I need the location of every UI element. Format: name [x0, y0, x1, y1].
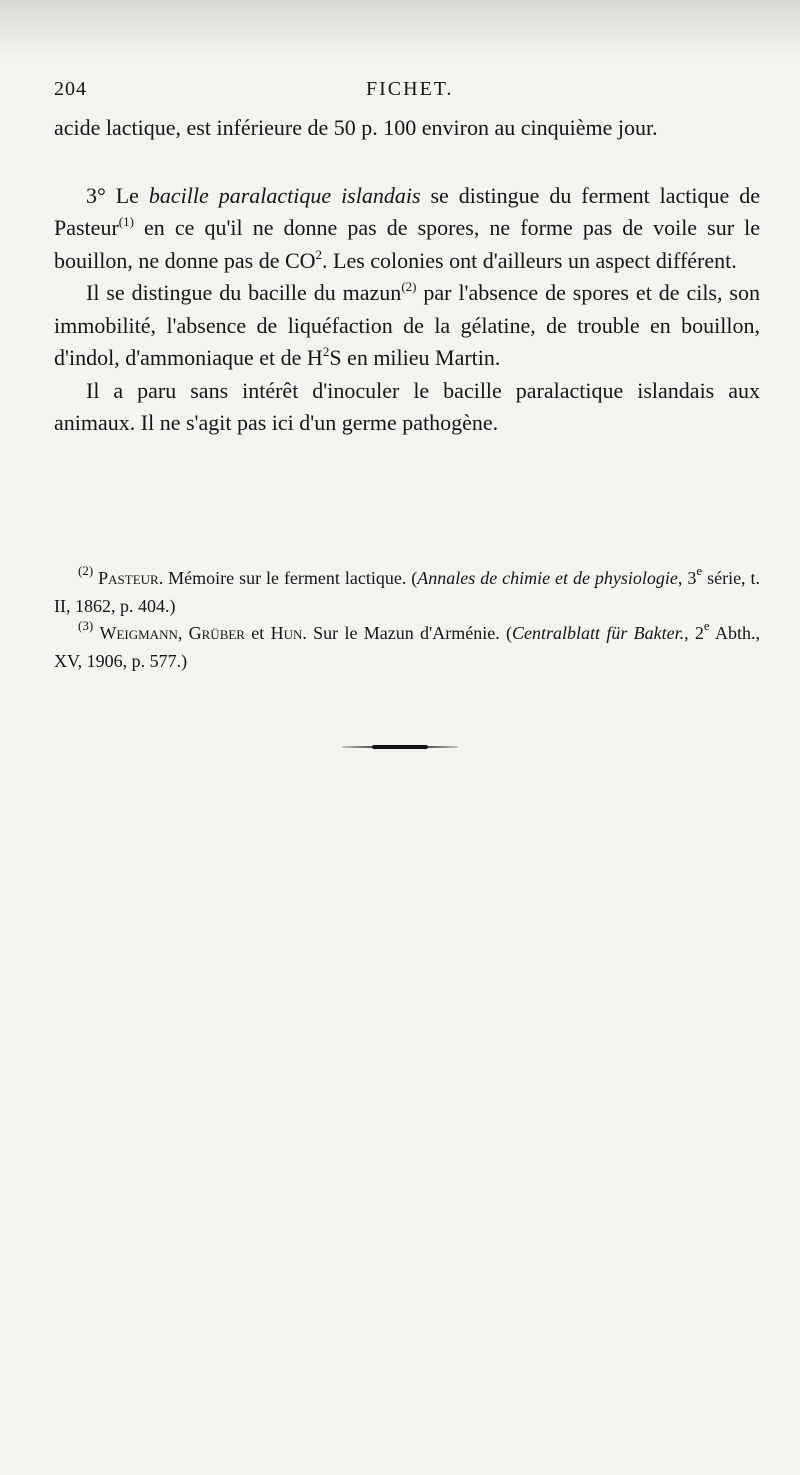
paragraph-bacillus-description: [54, 180, 760, 278]
paragraph-continuation: acide lactique, est inférieure de 50 p. 100 environ au cinquième jour.: [54, 115, 658, 140]
h2s-subscript: 2: [322, 344, 330, 359]
footnote-marker: (3): [78, 618, 94, 633]
footnote-ref-1: (1): [118, 214, 134, 229]
paragraph-mazun-comparison: [54, 277, 760, 375]
footnote-journal: Centralblatt für Bakter.: [512, 623, 685, 643]
footnote-text: , 2: [684, 623, 704, 643]
page-header: [54, 78, 760, 104]
p3-text-b: par l'absence de spores et de cils, son immobilité, l'absence de liquéfaction de la gélatine, de trouble en bouillon, d'indol, d'ammoniaque et de H: [54, 280, 760, 370]
footnote-pasteur: [54, 565, 760, 620]
footnote-author: Hun: [270, 623, 303, 643]
p2-text-c: en ce qu'il ne donne pas de spores, ne forme pas de voile sur le bouillon, ne donne pas de CO: [54, 215, 760, 273]
footnote-text: , 3: [677, 568, 697, 588]
footnote-author: Pasteur: [98, 568, 159, 588]
footnote-ref-2: (2): [401, 279, 417, 294]
p2-text-a: 3° Le: [86, 182, 149, 208]
p2-text-b: se distingue du ferment lactique de Pasteur: [54, 182, 760, 240]
running-head: FICHET.: [366, 78, 454, 100]
page-number: 204: [54, 78, 87, 100]
footnote-text: . Mémoire sur le ferment lactique. (: [158, 568, 418, 588]
scan-shadow: [0, 0, 800, 60]
footnote-marker: (2): [78, 563, 94, 578]
p3-text-a: Il se distingue du bacille du mazun: [86, 280, 402, 305]
end-of-section-rule-center: [372, 745, 428, 749]
footnote-text: et: [244, 623, 271, 643]
paragraph-inoculation: Il a paru sans intérêt d'inoculer le bacille paralactique islandais aux animaux. Il ne s'agit pas ici d'un germe pathogène.: [54, 377, 760, 435]
footnote-superscript: e: [696, 563, 703, 578]
footnote-weigmann: [54, 620, 760, 675]
paragraph-gap: [54, 145, 760, 180]
footnote-journal: Annales de chimie et de physiologie: [417, 568, 678, 588]
p2-species-name: bacille paralactique islandais: [148, 182, 421, 208]
p2-text-d: . Les colonies ont d'ailleurs un aspect différent.: [322, 247, 737, 273]
footnote-text: Abth., XV, 1906, p. 577.): [54, 623, 761, 671]
footnote-text: . Sur le Mazun d'Arménie. (: [302, 623, 513, 643]
co2-subscript: 2: [315, 246, 323, 262]
body-text: [54, 112, 760, 440]
footnote-author: Weigmann, Grüber: [99, 623, 245, 643]
footnote-text: série, t. II, 1862, p. 404.): [54, 568, 761, 616]
p3-text-c: S en milieu Martin.: [329, 345, 501, 370]
footnotes: [54, 565, 760, 675]
footnote-superscript: e: [703, 618, 710, 633]
